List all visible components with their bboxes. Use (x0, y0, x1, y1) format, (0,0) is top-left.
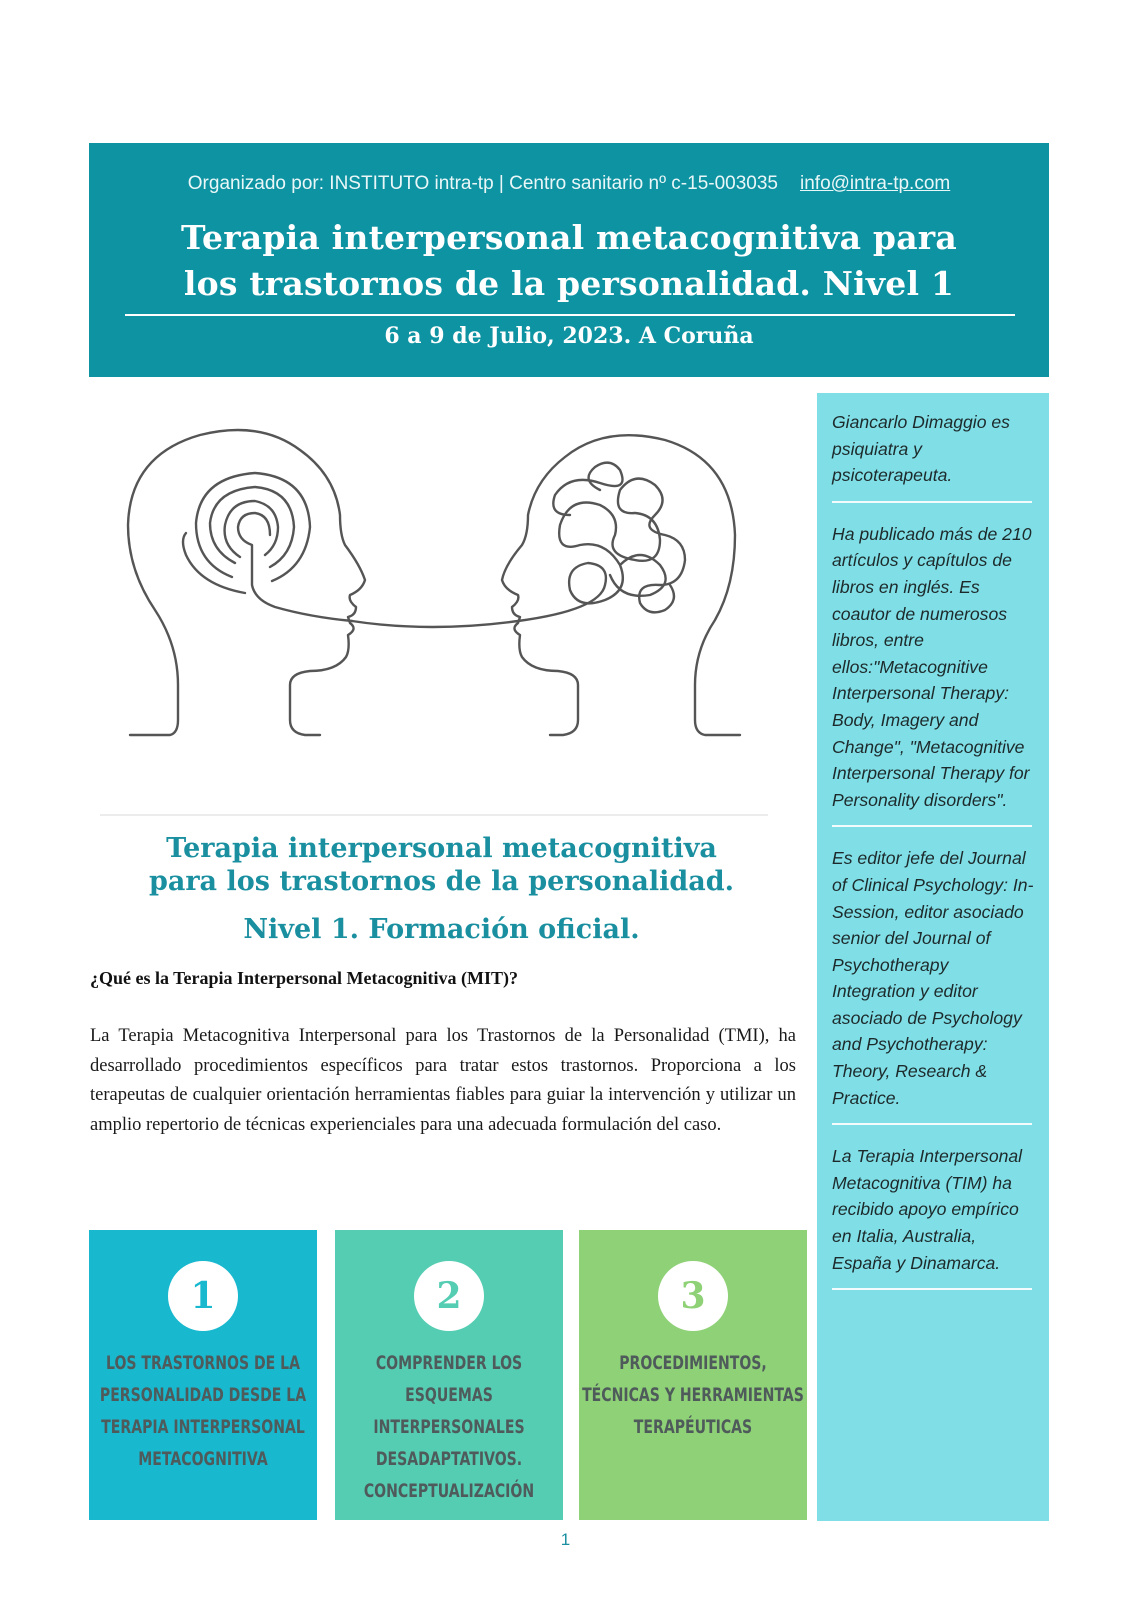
header-banner (89, 143, 1049, 377)
step-number-badge: 3 (658, 1261, 728, 1331)
intro-paragraph: La Terapia Metacognitiva Interpersonal para los Trastornos de la Personalidad (TMI), ha desarrollado procedimientos específicos para tratar estos trastornos. Proporciona a los terapeutas de cualquier orientación herramientas fiables para guiar la intervención y utilizar un amplio repertorio de técnicas experienciales para una adecuada formulación del caso. (90, 1026, 796, 1135)
sidebar-paragraph-1: Giancarlo Dimaggio es psiquiatra y psicoterapeuta. (832, 412, 1010, 486)
step-label: PROCEDIMIENTOS, TÉCNICAS Y HERRAMIENTAS TERAPÉUTICAS (582, 1352, 804, 1438)
course-title-line-2: para los trastornos de la personalidad. (148, 866, 735, 897)
title-divider (125, 314, 1015, 316)
step-card-3 (579, 1230, 807, 1520)
step-card-2 (335, 1230, 563, 1520)
step-card-1 (89, 1230, 317, 1520)
tangled-mind-head-icon (502, 435, 740, 735)
sidebar-paragraph-4: La Terapia Interpersonal Metacognitiva (TIM) ha recibido apoyo empírico en Italia, Australia, España y Dinamarca. (832, 1146, 1023, 1273)
sidebar-divider (832, 501, 1032, 503)
sidebar-divider (832, 1123, 1032, 1125)
step-number-badge: 2 (414, 1261, 484, 1331)
illustration-divider (100, 814, 768, 816)
page-number: 1 (560, 1530, 571, 1549)
sidebar-paragraph-3: Es editor jefe del Journal of Clinical Psychology: In-Session, editor asociado senior del Journal of Psychotherapy Integration y editor asociado de Psychology and Psychotherapy: Theory, Research & Practice. (832, 848, 1034, 1108)
title-line-2: los trastornos de la personalidad. Nivel 1 (183, 264, 955, 303)
course-level: Nivel 1. Formación oficial. (243, 914, 640, 945)
sidebar-divider (832, 825, 1032, 827)
event-date-location: 6 a 9 de Julio, 2023. A Coruña (384, 323, 754, 349)
page-title (109, 215, 1029, 307)
labyrinth-head-icon (128, 430, 365, 735)
sidebar-divider (832, 1288, 1032, 1290)
step-number-badge: 1 (168, 1261, 238, 1331)
email-link[interactable]: info@intra-tp.com (800, 173, 951, 194)
speaker-sidebar (817, 393, 1049, 1521)
organizer-line (89, 173, 1049, 195)
step-label: COMPRENDER LOS ESQUEMAS INTERPERSONALES DESADAPTATIVOS. CONCEPTUALIZACIÓN (363, 1352, 535, 1502)
title-line-1: Terapia interpersonal metacognitiva para (181, 218, 957, 257)
course-title (89, 832, 794, 898)
course-title-line-1: Terapia interpersonal metacognitiva (166, 833, 717, 864)
step-label: LOS TRASTORNOS DE LA PERSONALIDAD DESDE LA TERAPIA INTERPERSONAL METACOGNITIVA (99, 1352, 307, 1470)
sidebar-paragraph-2: Ha publicado más de 210 artículos y capítulos de libros en inglés. Es coautor de numerosos libros, entre ellos:"Metacognitive Interpersonal Therapy: Body, Imagery and Change", "Metacognitive Interpersonal Therapy for Personality disorders". (832, 523, 1032, 810)
intro-question: ¿Qué es la Terapia Interpersonal Metacognitiva (MIT)? (90, 968, 518, 988)
connecting-line (352, 621, 518, 627)
organizer-text: Organizado por: INSTITUTO intra-tp | Centro sanitario nº c-15-003035 (187, 173, 778, 194)
two-heads-illustration (100, 395, 770, 815)
